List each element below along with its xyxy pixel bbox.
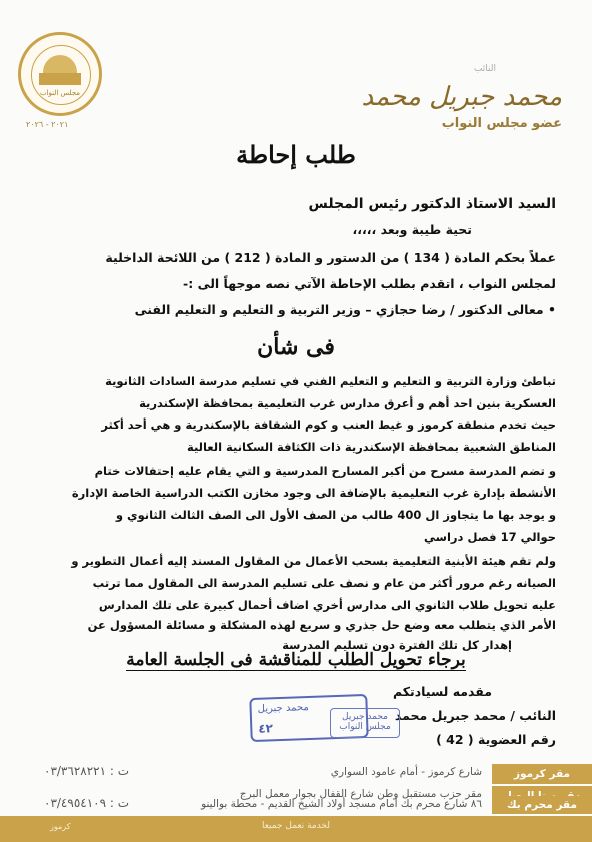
- seal-years: ٢٠٢١ - ٢٠٢٦: [26, 120, 69, 129]
- paragraph-line: إهدار كل تلك الفترة دون تسليم المدرسة: [282, 638, 512, 652]
- office-address: مقر حزب مستقبل وطن شارع القفال بجوار معمل البرج: [239, 788, 482, 800]
- paragraph-line: العسكرية بنين احد أهم و أعرق مدارس غرب التعليمية بمحافظة الإسكندرية: [139, 396, 556, 410]
- closing: مقدمه لسيادتكم: [392, 684, 492, 699]
- paragraph-line: ولم تقم هيئة الأبنية التعليمية بسحب الأعمال من المقاول المسند إليه أعمال التطوير و: [71, 554, 556, 568]
- seal-text: مجلس النواب: [39, 89, 81, 97]
- footer-office-row: [0, 796, 592, 816]
- office-label: مقر محرم بك: [492, 796, 592, 814]
- member-stamp: محمد جبريل مجلس النواب: [330, 708, 400, 738]
- recipient: • معالى الدكتور / رضا حجازي – وزير التربية و التعليم و التعليم الفنى: [134, 302, 556, 317]
- office-address: ٨٦ شارع محرم بك أمام مسجد أولاد الشيخ القديم - محطة بوالينو: [201, 798, 482, 810]
- paragraph-line: عليه تحويل طلاب الثانوي الى مدارس أخري اضاف أحمال كبيرة على تلك المدارس: [98, 598, 556, 612]
- official-stamp: محمد جبريل ٤٢: [249, 694, 368, 742]
- mp-member-label: عضو مجلس النواب: [441, 116, 562, 131]
- footer-left-label: كرموز: [50, 822, 71, 831]
- office-phone: ت : ٠٣/٤٩٥٤١٠٩: [44, 796, 130, 810]
- paragraph-line: تباطئ وزارة التربية و التعليم و التعليم الفني في تسليم مدرسة السادات الثانوية: [105, 374, 556, 388]
- signer: النائب / محمد جبريل محمد: [394, 708, 556, 723]
- mp-name-logo: محمد جبريل محمد: [361, 82, 562, 112]
- intro-line-2: لمجلس النواب ، اتقدم بطلب الإحاطة الآتي نصه موجهاً الى :-: [183, 276, 556, 291]
- request-line: برجاء تحويل الطلب للمناقشة فى الجلسة العامة: [126, 650, 466, 670]
- mp-title: النائب: [473, 64, 496, 74]
- footer-slogan: لخدمة نعمل جميعا: [261, 821, 331, 831]
- office-phone: ت : ٠٣/٣٦٢٨٢٢١: [44, 764, 130, 778]
- paragraph-line: المناطق الشعبية بمحافظة الإسكندرية ذات الكثافة السكانية العالية: [187, 440, 556, 454]
- greeting: تحية طيبة وبعد ،،،،،: [352, 222, 472, 237]
- office-label: مقر كرموز: [492, 764, 592, 784]
- intro-line-1: عملاً بحكم المادة ( 134 ) من الدستور و المادة ( 212 ) من اللائحة الداخلية: [105, 250, 556, 265]
- footer-office-row: [0, 764, 592, 784]
- paragraph-line: الأمر الذي يتطلب معه وضع حل جذري و سريع لهذه المشكلة و مسائلة المسؤول عن: [87, 618, 556, 632]
- document-title: طلب إحاطة: [236, 140, 356, 169]
- paragraph-line: الصيانه رغم مرور أكثر من عام و نصف على تسليم المدرسة الى المقاول مما ترتب: [92, 576, 556, 590]
- paragraph-line: الأنشطة بإدارة غرب التعليمية بالإضافة الى وجود مخازن الكتب الدراسية الخاصة الإدارة: [71, 486, 556, 500]
- footer-bar: [0, 816, 592, 842]
- paragraph-line: و تضم المدرسة مسرح من أكبر المسارح المدرسية و التي يقام عليه إحتفالات ختام: [94, 464, 556, 478]
- paragraph-line: و يوجد بها ما يتجاوز ال 400 طالب من الصف الأول الى الصف الثالث الثانوي و: [115, 508, 556, 522]
- membership-number: رقم العضوية ( 42 ): [436, 732, 556, 747]
- parliament-seal-logo: [18, 32, 102, 116]
- addressee: السيد الاستاذ الدكتور رئيس المجلس: [308, 196, 556, 212]
- subject-heading: فى شأن: [257, 334, 335, 360]
- paragraph-line: حيث تخدم منطقة كرموز و غيط العنب و كوم الشقافة بالإسكندرية و هي أحد أكثر: [101, 418, 556, 432]
- paragraph-line: حوالي 17 فصل دراسي: [424, 530, 556, 544]
- office-address: شارع كرموز - أمام عامود السواري: [330, 766, 482, 778]
